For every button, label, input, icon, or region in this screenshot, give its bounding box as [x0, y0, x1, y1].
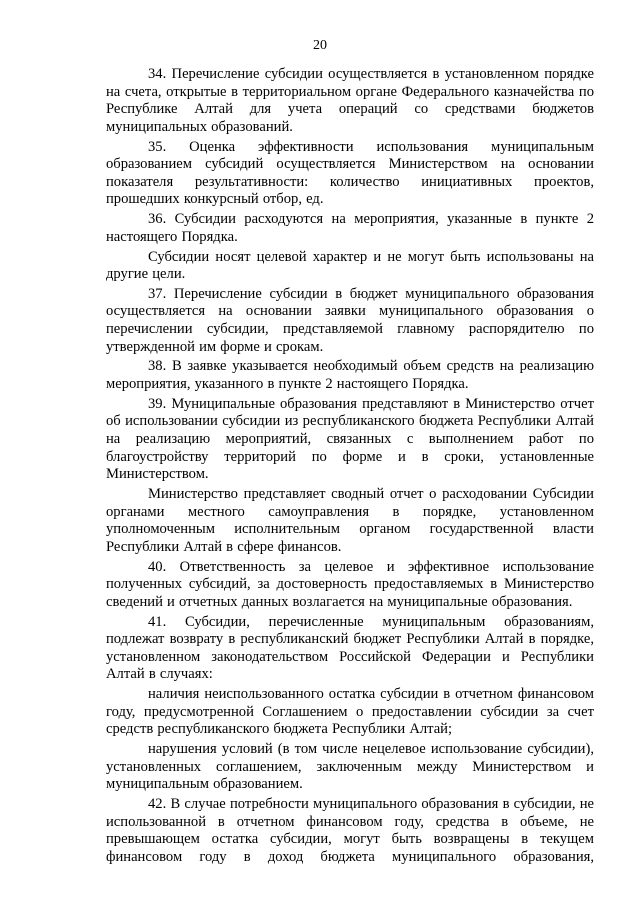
page-number: 20: [313, 38, 327, 53]
document-body: [106, 66, 594, 869]
paragraph-38: 38. В заявке указывается необходимый объем средств на реализацию мероприятия, указанного в пункте 2 настоящего Порядка.: [106, 358, 594, 393]
paragraph-42: 42. В случае потребности муниципального образования в субсидии, не использованной в отчетном финансовом году, средства в объеме, не превышающем остатка субсидии, могут быть возвращены в текущем финансовом году в доход бюджета муниципального образования,: [106, 796, 594, 865]
paragraph-41: 41. Субсидии, перечисленные муниципальным образованиям, подлежат возврату в республиканский бюджет Республики Алтай в порядке, установленном законодательством Российской Федерации и Республики Алтай в случаях:: [106, 613, 594, 683]
paragraph-37: 37. Перечисление субсидии в бюджет муниципального образования осуществляется на основании заявки муниципального образования о перечислении субсидии, представляемой главному распорядителю по утвержденной им форме и срокам.: [106, 285, 594, 355]
paragraph-40: 40. Ответственность за целевое и эффективное использование полученных субсидий, за достоверность предоставляемых в Министерство сведений и отчетных данных возлагается на муниципальные образования.: [106, 558, 594, 610]
paragraph-41-case-violation: нарушения условий (в том числе нецелевое использование субсидии), установленных соглашением, заключенным между Министерством и муниципальным образованием.: [106, 741, 594, 793]
paragraph-34: 34. Перечисление субсидии осуществляется в установленном порядке на счета, открытые в территориальном органе Федерального казначейства по Республике Алтай для учета операций со средствами бюджетов муниципальных образований.: [106, 66, 594, 135]
paragraph-39: 39. Муниципальные образования представляют в Министерство отчет об использовании субсидии из республиканского бюджета Республики Алтай на реализацию мероприятий, связанных с выполнением работ по благоустройству территорий по форме и в сроки, установленные Министерством.: [106, 395, 594, 483]
paragraph-35: 35. Оценка эффективности использования муниципальным образованием субсидий осуществляется Министерством на основании показателя результативности: количество инициативных проектов, прошедших конкурсный отбор, ед.: [106, 138, 594, 208]
paragraph-36: 36. Субсидии расходуются на мероприятия, указанные в пункте 2 настоящего Порядка.: [106, 211, 594, 245]
paragraph-41-case-unused-balance: наличия неиспользованного остатка субсидии в отчетном финансовом году, предусмотренной Соглашением о предоставлении субсидии за счет средств республиканского бюджета Республики Алтай;: [106, 686, 594, 738]
paragraph-39-summary-report: Министерство представляет сводный отчет о расходовании Субсидии органами местного самоуправления в порядке, установленном уполномоченным исполнительным органом государственной власти Республики Алтай в сфере финансов.: [106, 485, 594, 555]
paragraph-36-purpose: Субсидии носят целевой характер и не могут быть использованы на другие цели.: [106, 248, 594, 283]
